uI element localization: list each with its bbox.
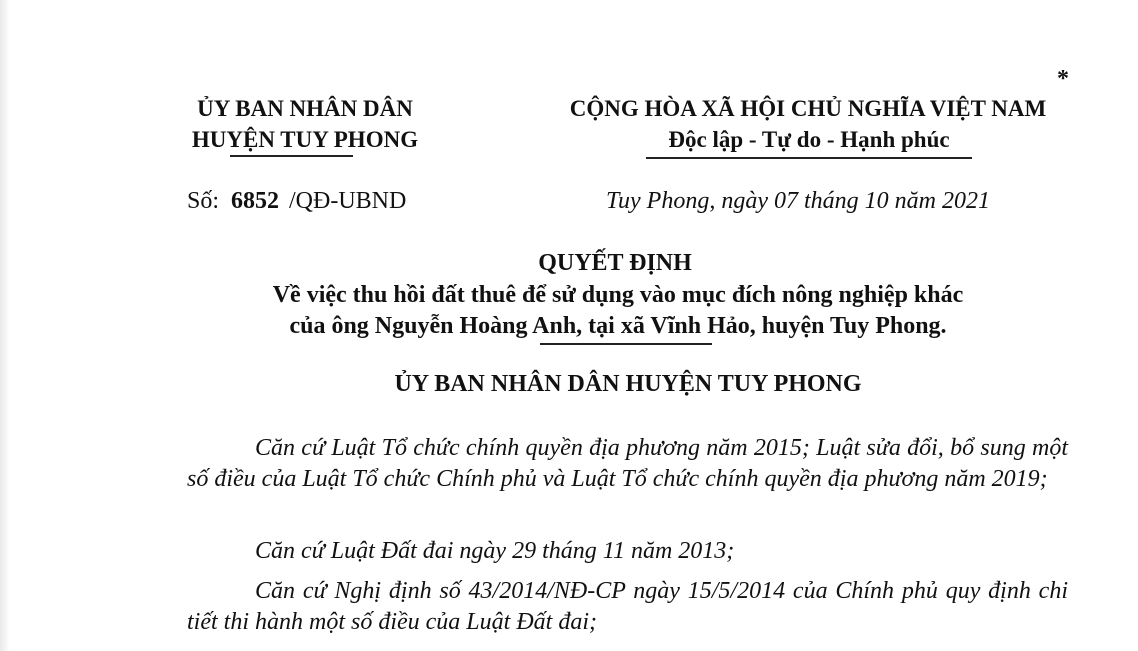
issuer-underline (230, 155, 353, 157)
document-number (187, 188, 406, 215)
national-motto: Độc lập - Tự do - Hạnh phúc (668, 127, 950, 152)
issuing-authority: ỦY BAN NHÂN DÂN HUYỆN TUY PHONG (394, 371, 862, 397)
place-and-date: Tuy Phong, ngày 07 tháng 10 năm 2021 (606, 188, 990, 214)
document-number-suffix: /QĐ-UBND (289, 188, 407, 214)
document-number-prefix: Số: (187, 188, 220, 214)
legal-basis-paragraph: Căn cứ Luật Đất đai ngày 29 tháng 11 năm 2013; (255, 538, 735, 564)
legal-basis-paragraph: Căn cứ Nghị định số 43/2014/NĐ-CP ngày 15/5/2014 của Chính phủ quy định chi tiết thi hành một số điều của Luật Đất đai; (187, 578, 1068, 635)
legal-basis-paragraph: Căn cứ Luật Tổ chức chính quyền địa phương năm 2015; Luật sửa đổi, bổ sung một số điều của Luật Tổ chức Chính phủ và Luật Tổ chức chính quyền địa phương năm 2019; (187, 435, 1068, 492)
decision-subject-line-2: của ông Nguyễn Hoàng Anh, tại xã Vĩnh Hảo, huyện Tuy Phong. (289, 313, 947, 339)
issuer-line-2: HUYỆN TUY PHONG (191, 127, 419, 152)
corner-mark: * (1057, 66, 1069, 92)
decision-heading: QUYẾT ĐỊNH (538, 250, 692, 276)
issuer-line-1: ỦY BAN NHÂN DÂN (197, 96, 413, 121)
decision-subject-line-1: Về việc thu hồi đất thuê để sử dụng vào mục đích nông nghiệp khác (272, 282, 964, 308)
motto-underline (646, 157, 972, 159)
document-number-value: 6852 (231, 188, 280, 214)
subject-underline (540, 343, 712, 345)
national-title: CỘNG HÒA XÃ HỘI CHỦ NGHĨA VIỆT NAM (569, 96, 1047, 121)
